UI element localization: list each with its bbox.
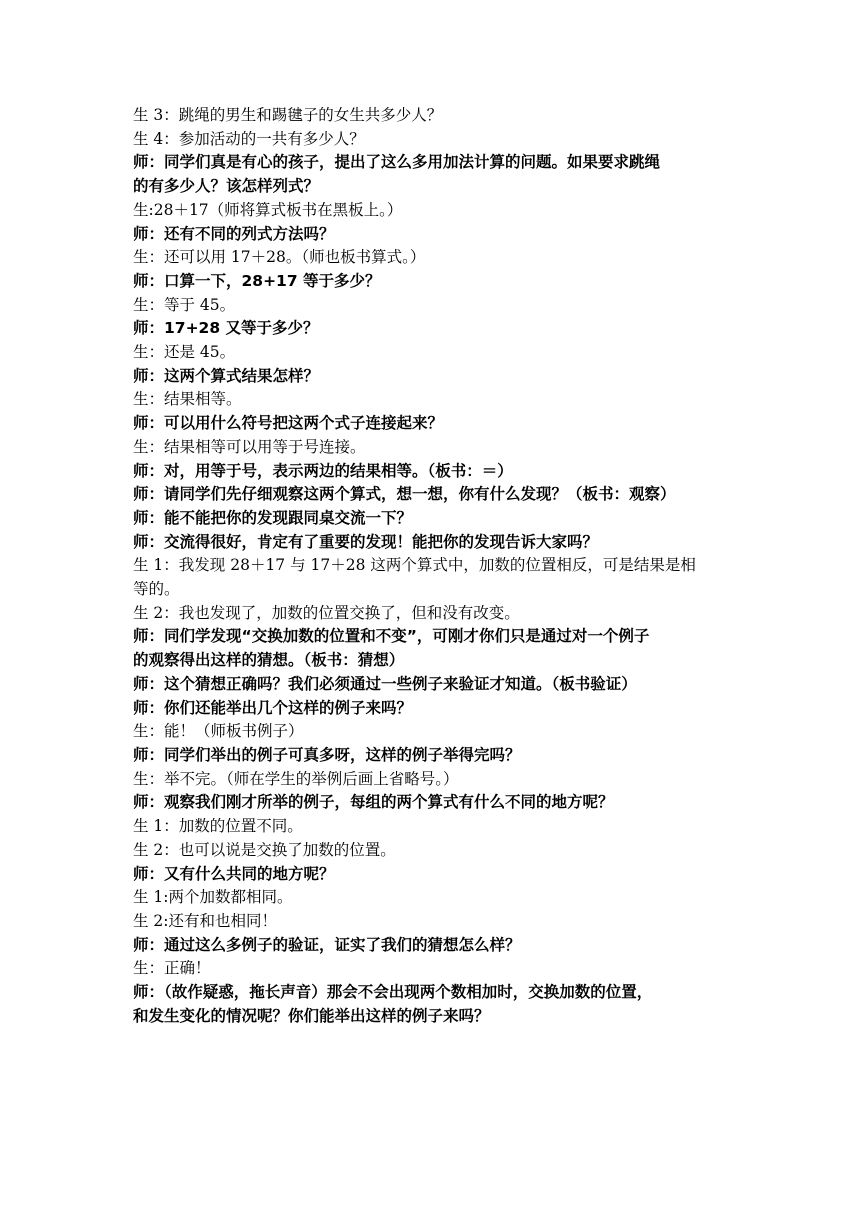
dialogue-line: 生：结果相等。 [133, 390, 242, 409]
dialogue-line: 生 1：加数的位置不同。 [133, 817, 303, 836]
dialogue-line: 生：等于 45。 [133, 295, 236, 314]
dialogue-line: 师：观察我们刚才所举的例子，每组的两个算式有什么不同的地方呢？ [133, 793, 614, 812]
dialogue-line: 师：可以用什么符号把这两个式子连接起来？ [133, 414, 444, 433]
dialogue-line: 师：请同学们先仔细观察这两个算式，想一想，你有什么发现？（板书：观察） [133, 485, 676, 504]
dialogue-line: 师：17+28 又等于多少？ [133, 319, 319, 338]
dialogue-line: 师：还有不同的列式方法吗？ [133, 224, 335, 243]
dialogue-line: 师：（故作疑惑，拖长声音）那会不会出现两个数相加时，交换加数的位置， [133, 983, 653, 1002]
dialogue-line: 师：能不能把你的发现跟同桌交流一下？ [133, 508, 413, 527]
document-page [133, 104, 733, 1028]
dialogue-line: 的观察得出这样的猜想。（板书：猜想） [133, 651, 405, 670]
dialogue-line: 生：举不完。（师在学生的举例后画上省略号。） [133, 769, 459, 788]
dialogue-line: 生：还可以用 17＋28。（师也板书算式。） [133, 248, 426, 267]
dialogue-line: 等的。 [133, 580, 180, 599]
dialogue-line: 师：同们学发现“交换加数的位置和不变”，可刚才你们只是通过对一个例子 [133, 627, 650, 646]
dialogue-line: 师：又有什么共同的地方呢？ [133, 864, 335, 883]
dialogue-line: 师：你们还能举出几个这样的例子来吗？ [133, 698, 413, 717]
dialogue-line: 生：能！（师板书例子） [133, 722, 304, 741]
dialogue-line: 师：同学们真是有心的孩子，提出了这么多用加法计算的问题。如果要求跳绳 [133, 153, 661, 172]
dialogue-line: 师：对，用等于号，表示两边的结果相等。（板书：＝） [133, 461, 513, 480]
dialogue-line: 和发生变化的情况呢？你们能举出这样的例子来吗？ [133, 1006, 490, 1025]
dialogue-line: 师：同学们举出的例子可真多呀，这样的例子举得完吗？ [133, 745, 521, 764]
dialogue-line: 生 1:两个加数都相同。 [133, 888, 293, 907]
dialogue-line: 生 2：也可以说是交换了加数的位置。 [133, 840, 396, 859]
dialogue-line: 师：通过这么多例子的验证，证实了我们的猜想怎么样？ [133, 935, 521, 954]
dialogue-line: 生 1：我发现 28＋17 与 17＋28 这两个算式中，加数的位置相反，可是结果是相 [133, 556, 696, 575]
dialogue-line: 师：这两个算式结果怎样？ [133, 366, 320, 385]
dialogue-line: 师：交流得很好，肯定有了重要的发现！能把你的发现告诉大家吗？ [133, 532, 599, 551]
dialogue-line: 生 3：跳绳的男生和踢毽子的女生共多少人？ [133, 106, 443, 124]
dialogue-line: 师：口算一下，28+17 等于多少？ [133, 271, 381, 290]
dialogue-line: 的有多少人？该怎样列式？ [133, 177, 320, 196]
dialogue-line: 生：还是 45。 [133, 343, 236, 362]
dialogue-line: 生 2：我也发现了，加数的位置交换了，但和没有改变。 [133, 603, 520, 622]
dialogue-line: 生：正确！ [133, 959, 211, 978]
dialogue-line: 生：结果相等可以用等于号连接。 [133, 437, 366, 456]
dialogue-line: 生 2:还有和也相同！ [133, 911, 278, 930]
dialogue-line: 师：这个猜想正确吗？我们必须通过一些例子来验证才知道。（板书验证） [133, 674, 637, 693]
dialogue-line: 生:28＋17（师将算式板书在黑板上。） [133, 200, 403, 219]
dialogue-line: 生 4：参加活动的一共有多少人？ [133, 129, 365, 148]
